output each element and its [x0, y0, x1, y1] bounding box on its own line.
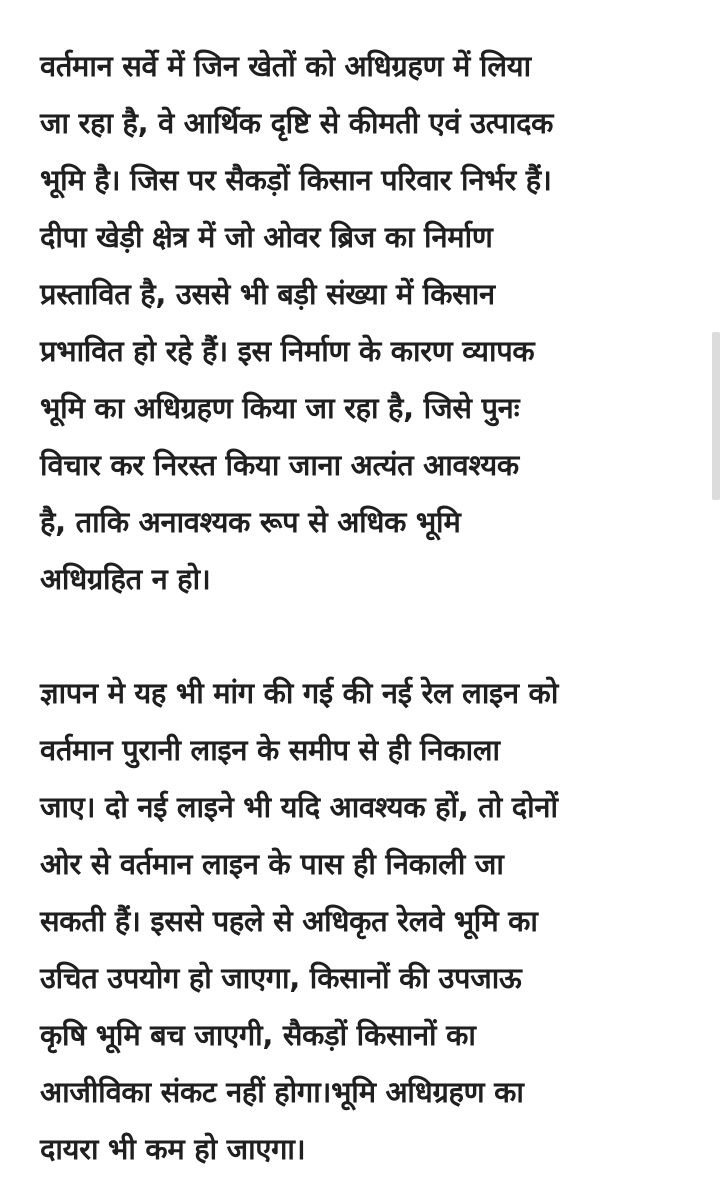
article-body [40, 38, 685, 1178]
scrollbar-thumb[interactable] [712, 332, 720, 500]
text-line: है, ताकि अनावश्यक रूप से अधिक भूमि [40, 505, 461, 539]
text-line: ज्ञापन मे यह भी मांग की गई की नई रेल लाइन को [40, 676, 559, 710]
paragraph-2 [40, 665, 685, 1178]
text-line: आजीविका संकट नहीं होगा।भूमि अधिग्रहण का [40, 1075, 524, 1109]
text-line: वर्तमान सर्वे में जिन खेतों को अधिग्रहण में लिया [40, 49, 531, 83]
text-line: जा रहा है, वे आर्थिक दृष्टि से कीमती एवं उत्पादक [40, 106, 554, 140]
text-line: अधिग्रहित न हो। [40, 562, 211, 596]
text-line: दीपा खेड़ी क्षेत्र में जो ओवर ब्रिज का निर्माण [40, 220, 493, 254]
text-line: सकती हैं। इससे पहले से अधिकृत रेलवे भूमि का [40, 904, 538, 938]
text-line: भूमि है। जिस पर सैकड़ों किसान परिवार निर्भर हैं। [40, 163, 552, 197]
text-line: प्रभावित हो रहे हैं। इस निर्माण के कारण व्यापक [40, 334, 535, 368]
text-line: विचार कर निरस्त किया जाना अत्यंत आवश्यक [40, 448, 519, 482]
text-line: कृषि भूमि बच जाएगी, सैकड़ों किसानों का [40, 1018, 476, 1052]
text-line: उचित उपयोग हो जाएगा, किसानों की उपजाऊ [40, 961, 522, 995]
text-line: भूमि का अधिग्रहण किया जा रहा है, जिसे पुनः [40, 391, 520, 425]
text-line: ओर से वर्तमान लाइन के पास ही निकाली जा [40, 847, 504, 881]
paragraph-1 [40, 38, 685, 608]
paragraph-gap [40, 608, 685, 665]
text-line: प्रस्तावित है, उससे भी बड़ी संख्या में किसान [40, 277, 495, 311]
text-line: जाए। दो नई लाइने भी यदि आवश्यक हों, तो दोनों [40, 790, 558, 824]
text-line: वर्तमान पुरानी लाइन के समीप से ही निकाला [40, 733, 500, 767]
text-line: दायरा भी कम हो जाएगा। [40, 1132, 306, 1166]
